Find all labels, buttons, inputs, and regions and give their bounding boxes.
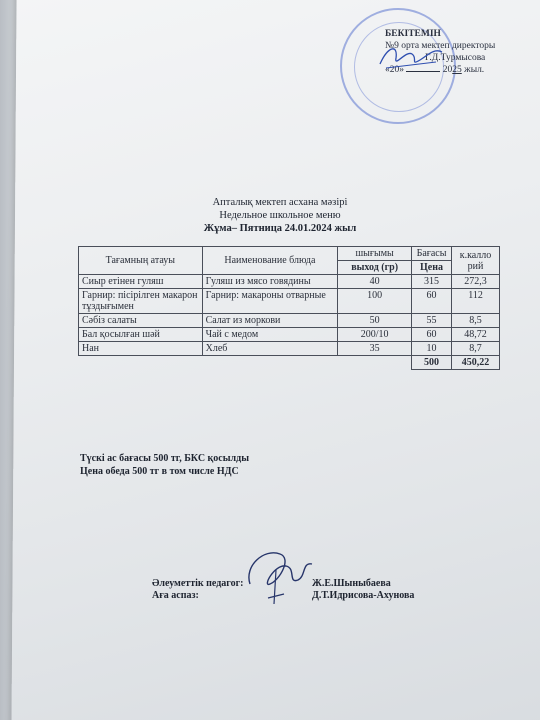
heading-kz: Апталық мектеп асхана мәзірі: [212, 197, 348, 208]
total-empty: [338, 356, 412, 370]
table-row: [79, 275, 500, 289]
total-price: 500: [412, 356, 452, 370]
cell-output: 200/10: [338, 328, 412, 342]
cell-price: 10: [412, 342, 452, 356]
total-empty: [202, 356, 338, 370]
approval-line1: №9 орта мектеп директоры: [385, 41, 496, 51]
cell-price: 60: [412, 289, 452, 314]
cell-kcal: 112: [452, 289, 500, 314]
cell-kcal: 48,72: [452, 328, 500, 342]
role-social-pedagogue: Әлеуметтік педагог:: [152, 578, 244, 589]
cell-kcal: 8,7: [452, 342, 500, 356]
table-row: [79, 342, 500, 356]
heading-ru: Недельное школьное меню: [219, 210, 341, 221]
header-name-ru: Наименование блюда: [202, 247, 338, 275]
cell-name-ru: Чай с медом: [202, 328, 338, 342]
name-social-pedagogue: Ж.Е.Шыныбаева: [312, 578, 391, 589]
approval-date: «20» 2025 жыл.: [385, 65, 485, 75]
cell-output: 35: [338, 342, 412, 356]
cell-output: 40: [338, 275, 412, 289]
cell-name-kz: Гарнир: пісірілген макарон тұздығымен: [79, 289, 203, 314]
role-head-cook: Аға аспаз:: [152, 590, 199, 601]
price-note-ru: Цена обеда 500 тг в том числе НДС: [80, 466, 239, 477]
table-header-row: [79, 247, 500, 261]
table-row: [79, 314, 500, 328]
cell-output: 100: [338, 289, 412, 314]
director-signature: [376, 40, 446, 74]
total-kcal: 450,22: [452, 356, 500, 370]
cell-name-ru: Салат из моркови: [202, 314, 338, 328]
table-row: [79, 289, 500, 314]
header-output-ru: выход (гр): [338, 261, 412, 275]
price-note-kz: Түскі ас бағасы 500 тг, БКС қосылды: [80, 453, 250, 464]
cell-name-kz: Бал қосылған шәй: [79, 328, 203, 342]
header-price-kz: Бағасы: [412, 247, 452, 261]
cell-name-kz: Нан: [79, 342, 203, 356]
table-total-row: [79, 356, 500, 370]
cell-name-ru: Гуляш из мясо говядины: [202, 275, 338, 289]
menu-heading: [0, 196, 540, 235]
menu-table: [78, 246, 500, 370]
header-output-kz: шығымы: [338, 247, 412, 261]
cell-kcal: 272,3: [452, 275, 500, 289]
cell-price: 60: [412, 328, 452, 342]
table-row: [79, 328, 500, 342]
approval-line2: Г.Д.Турмысова: [425, 53, 486, 63]
cell-name-kz: Сиыр етінен гуляш: [79, 275, 203, 289]
cell-price: 315: [412, 275, 452, 289]
cell-kcal: 8,5: [452, 314, 500, 328]
cell-name-ru: Хлеб: [202, 342, 338, 356]
signatures-block: [152, 578, 414, 602]
price-note: [80, 452, 249, 478]
signature-row: [152, 590, 414, 602]
cell-price: 55: [412, 314, 452, 328]
heading-day: Жұма– Пятница 24.01.2024 жыл: [203, 223, 357, 234]
signature-row: [152, 578, 414, 590]
cell-output: 50: [338, 314, 412, 328]
header-price-ru: Цена: [412, 261, 452, 275]
cell-name-ru: Гарнир: макароны отварные: [202, 289, 338, 314]
cell-name-kz: Сәбіз салаты: [79, 314, 203, 328]
approval-title: БЕКІТЕМІН: [385, 29, 441, 39]
name-head-cook: Д.Т.Идрисова-Ахунова: [312, 590, 415, 601]
total-empty: [79, 356, 203, 370]
header-name-kz: Тағамның атауы: [79, 247, 203, 275]
header-kcal: к.калло рий: [452, 247, 500, 275]
